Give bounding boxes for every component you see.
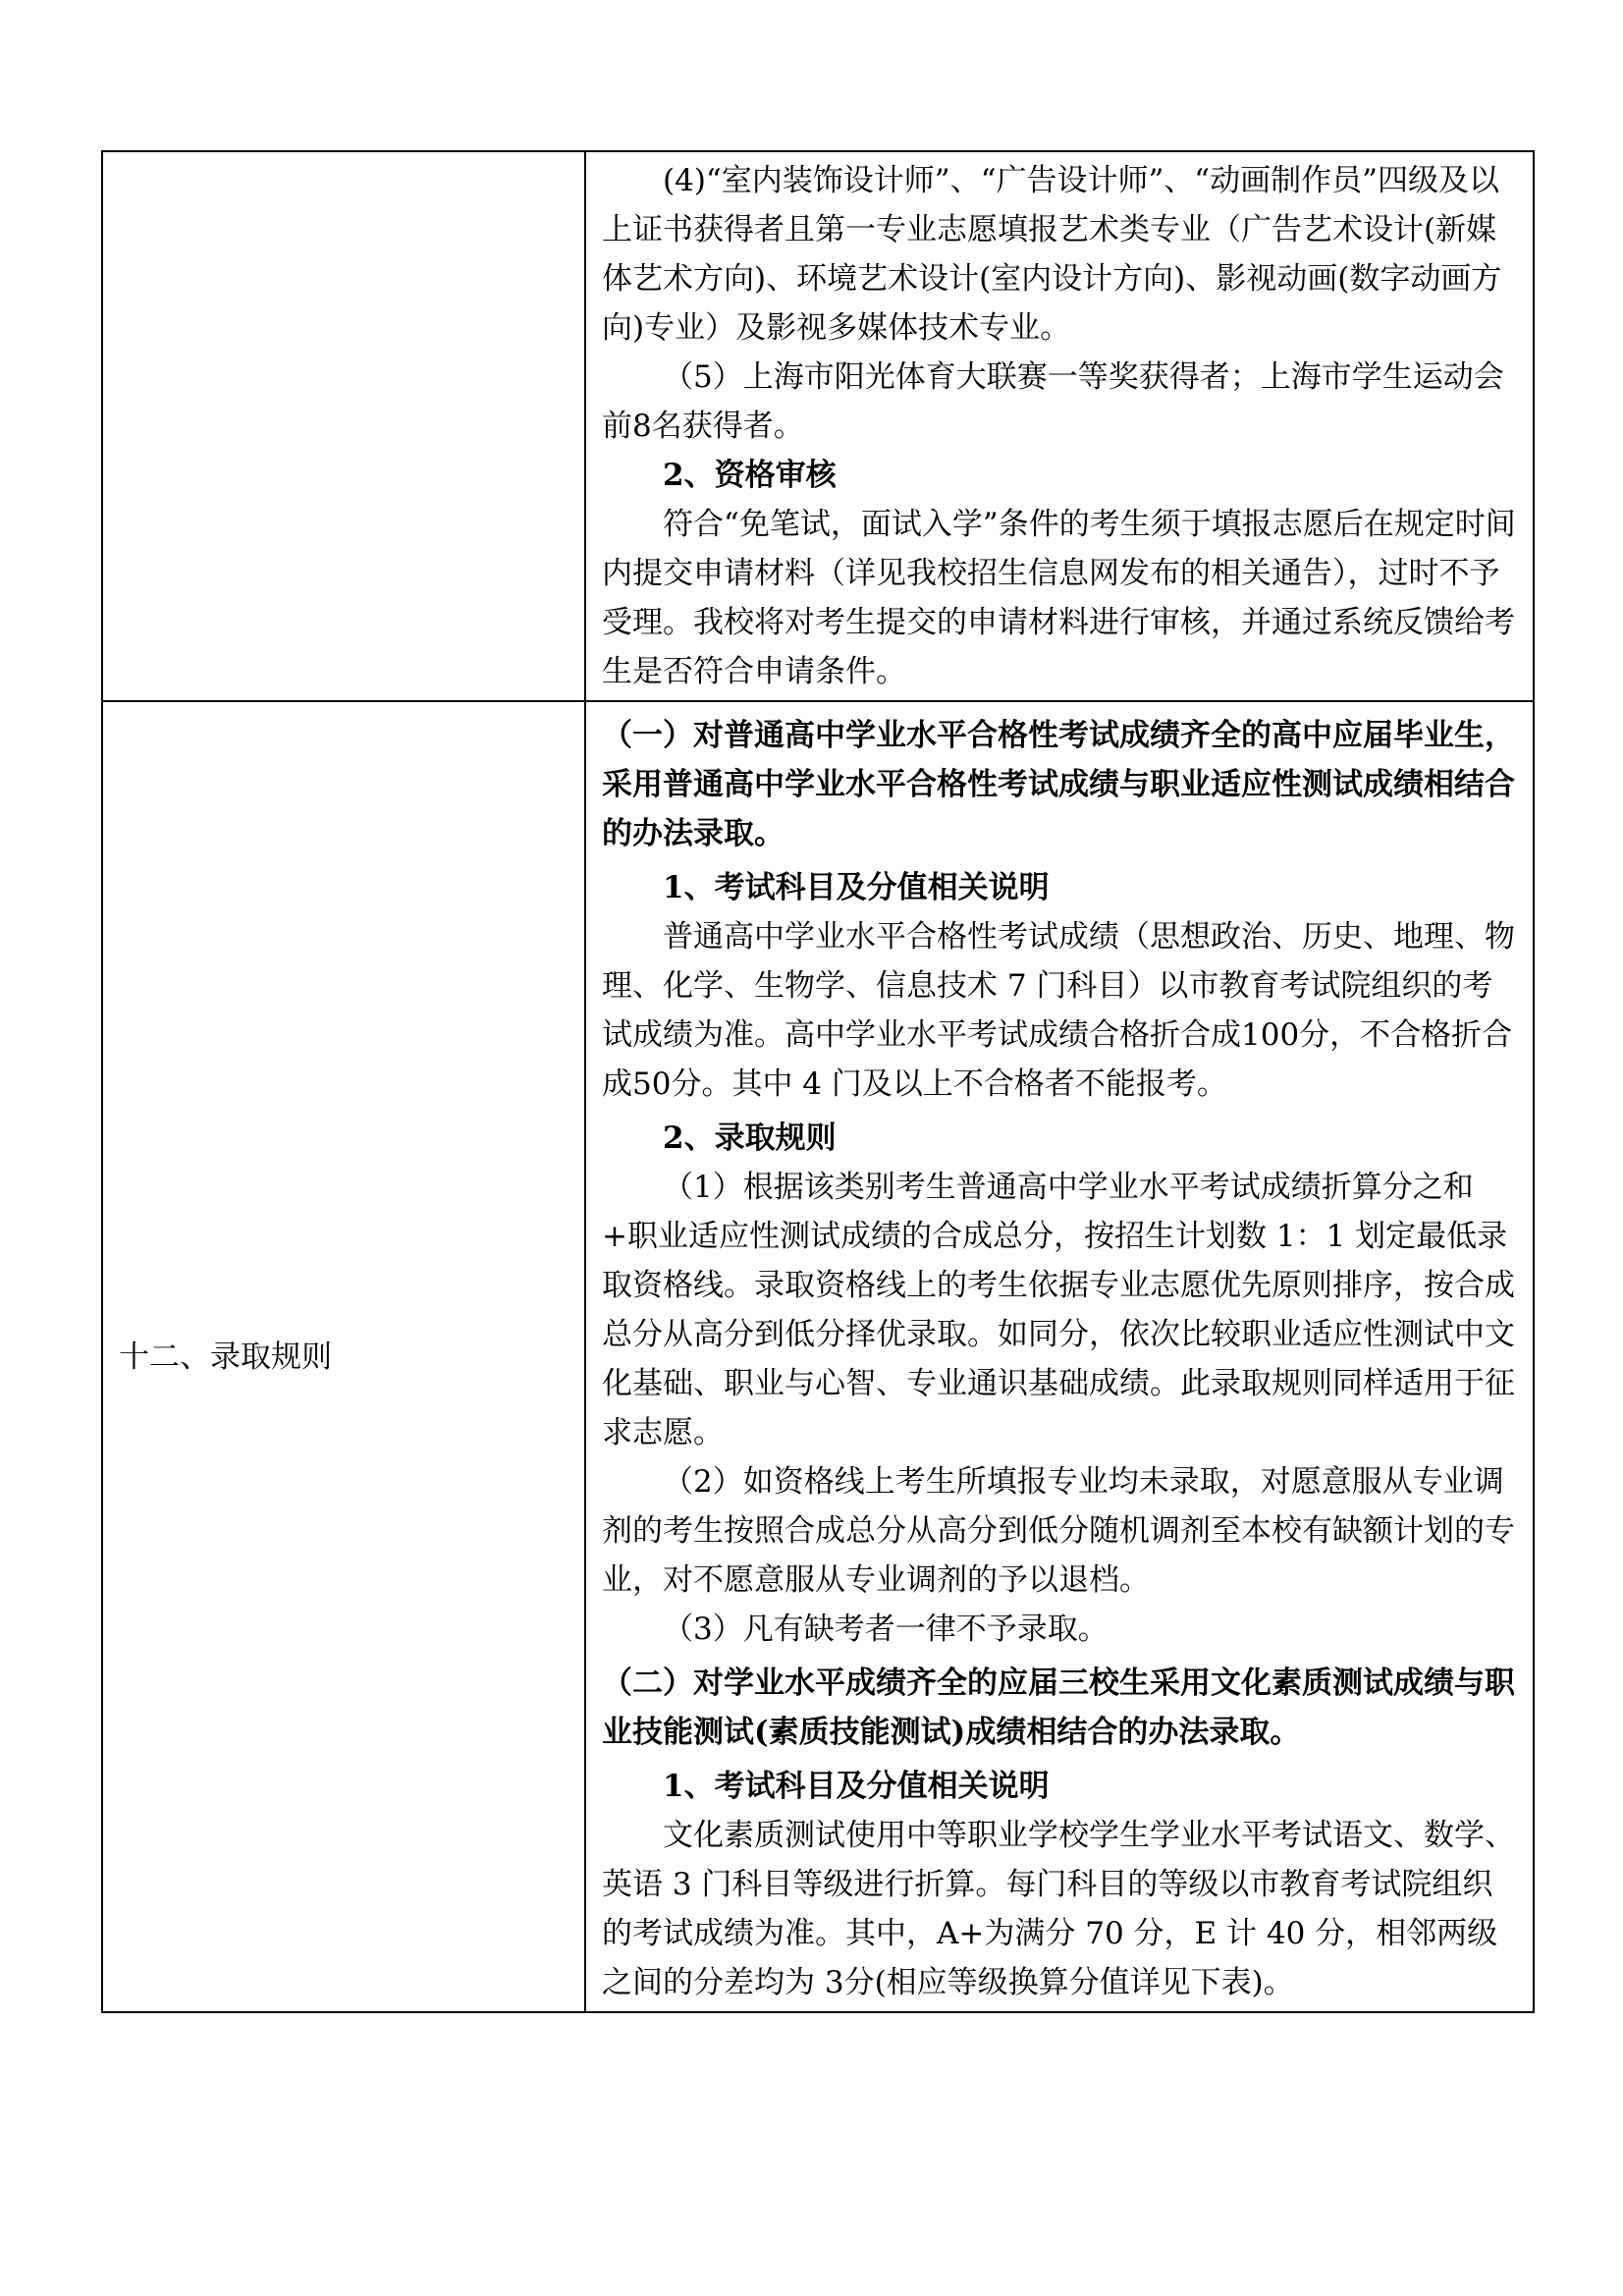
row-label-cell (102, 701, 585, 2012)
paragraph-cert-holders: (4)“室内装饰设计师”、“广告设计师”、“动画制作员”四级及以上证书获得者且第一专业志愿填报艺术类专业（广告艺术设计(新媒体艺术方向)、环境艺术设计(室内设计方向)、影视动画(数字动画方向)专业）及影视多媒体技术专业。 (602, 163, 1502, 346)
section-heading-1: （一）对普通高中学业水平合格性考试成绩齐全的高中应届毕业生，采用普通高中学业水平合格性考试成绩与职业适应性测试成绩相结合的办法录取。 (602, 718, 1515, 851)
paragraph-culture-test: 文化素质测试使用中等职业学校学生学业水平考试语文、数学、英语 3 门科目等级进行折算。每门科目的等级以市教育考试院组织的考试成绩为准。其中，A+为满分 70 分，E 计 40 分，相邻两级之间的分差均为 3分(相应等级换算分值详见下表)。 (602, 1818, 1515, 2000)
paragraph-qualification-review: 符合“免笔试，面试入学”条件的考生须于填报志愿后在规定时间内提交申请材料（详见我校招生信息网发布的相关通告），过时不予受理。我校将对考生提交的申请材料进行审核，并通过系统反馈给考生是否符合申请条件。 (602, 507, 1516, 689)
paragraph-exam-subjects: 普通高中学业水平合格性考试成绩（思想政治、历史、地理、物理、化学、生物学、信息技术 7 门科目）以市教育考试院组织的考试成绩为准。高中学业水平考试成绩合格折合成100分，不合格折合成50分。其中 4 门及以上不合格者不能报考。 (602, 919, 1515, 1102)
subheading-admission-rules: 2、录取规则 (663, 1121, 837, 1156)
table-row (102, 151, 1534, 701)
row-label-cell (102, 151, 585, 701)
row-label: 十二、录取规则 (119, 1339, 332, 1375)
section-heading-2: （二）对学业水平成绩齐全的应届三校生采用文化素质测试成绩与职业技能测试(素质技能测试)成绩相结合的办法录取。 (602, 1666, 1515, 1750)
paragraph-rule-1: （1）根据该类别考生普通高中学业水平考试成绩折算分之和+职业适应性测试成绩的合成总分，按招生计划数 1：1 划定最低录取资格线。录取资格线上的考生依据专业志愿优先原则排序，按合成总分从高分到低分择优录取。如同分，依次比较职业适应性测试中文化基础、职业与心智、专业通识基础成绩。此录取规则同样适用于征求志愿。 (602, 1170, 1515, 1450)
row-content-cell (585, 701, 1534, 2012)
paragraph-rule-3: （3）凡有缺考者一律不予录取。 (663, 1612, 1109, 1647)
heading-qualification-review: 2、资格审核 (663, 458, 837, 493)
rules-table (101, 150, 1535, 2013)
subheading-exam-subjects: 1、考试科目及分值相关说明 (663, 870, 1050, 905)
table-row (102, 701, 1534, 2012)
paragraph-rule-2: （2）如资格线上考生所填报专业均未录取，对愿意服从专业调剂的考生按照合成总分从高分到低分随机调剂至本校有缺额计划的专业，对不愿意服从专业调剂的予以退档。 (602, 1464, 1515, 1598)
row-content-cell (585, 151, 1534, 701)
subheading-exam-subjects-2: 1、考试科目及分值相关说明 (663, 1769, 1050, 1804)
paragraph-sports-winners: （5）上海市阳光体育大联赛一等奖获得者；上海市学生运动会前8名获得者。 (602, 359, 1504, 444)
